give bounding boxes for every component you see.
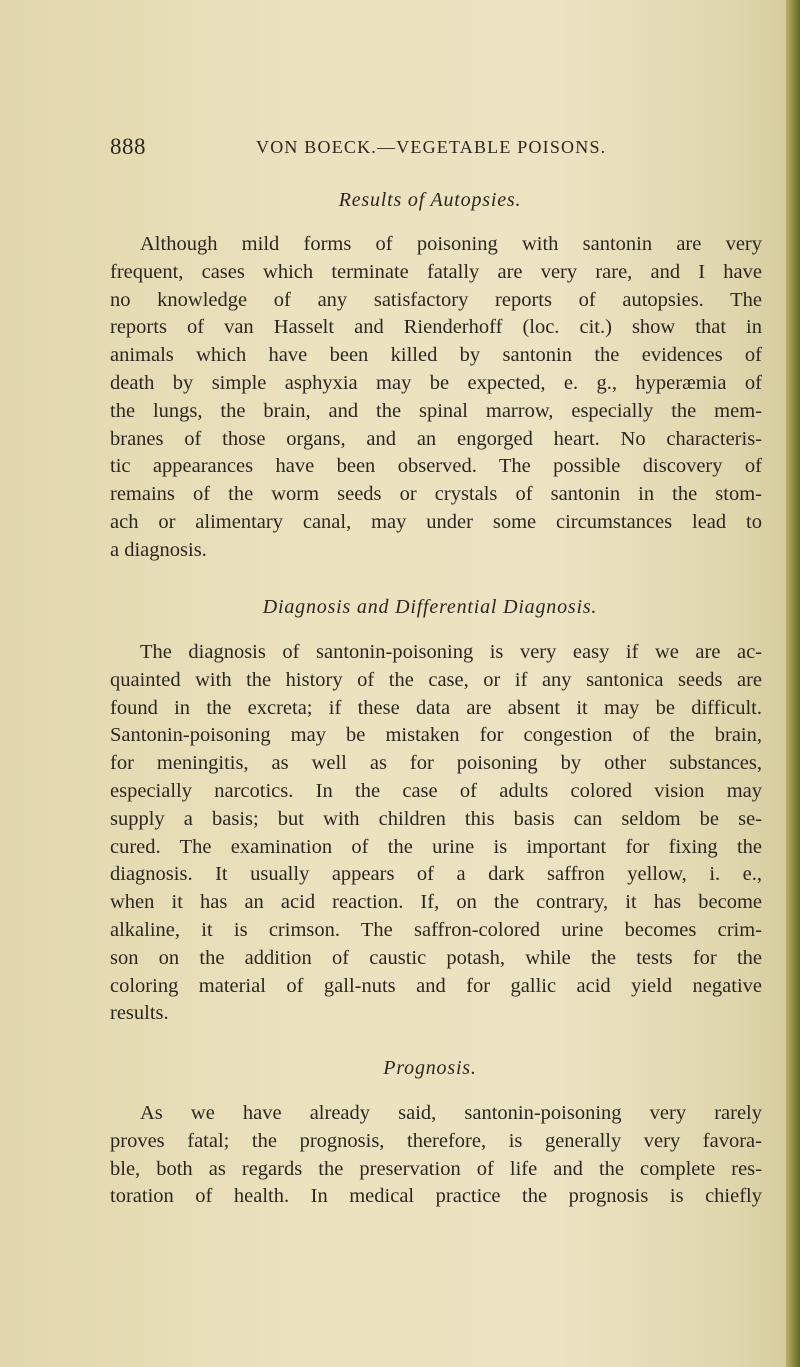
text-line: As we have already said, santonin-poisoning very rarely [140,1102,762,1124]
page-number: 888 [110,134,146,159]
text-line: supply a basis; but with children this basis can seldom be se- [110,807,762,830]
text-line: frequent, cases which terminate fatally are very rare, and I have [110,260,762,283]
text-line: remains of the worm seeds or crystals of santonin in the stom- [110,483,762,506]
text-line: reports of van Hasselt and Rienderhoff (loc. cit.) show that in [110,316,762,339]
text-line: The diagnosis of santonin-poisoning is very easy if we are ac- [140,641,762,663]
text-line: when it has an acid reaction. If, on the contrary, it has become [110,891,762,914]
section-heading-prognosis: Prognosis. [383,1057,477,1079]
page-edge [786,0,800,1367]
text-line: proves fatal; the prognosis, therefore, is generally very favora- [110,1129,762,1152]
paragraph-prognosis [110,1100,762,1211]
text-line: especially narcotics. In the case of adults colored vision may [110,779,762,802]
text-line: found in the excreta; if these data are absent it may be difficult. [110,696,762,719]
text-line: Although mild forms of poisoning with santonin are very [140,233,762,255]
text-line: a diagnosis. [110,538,207,561]
text-line: death by simple asphyxia may be expected, e. g., hyperæmia of [110,371,762,394]
text-line: coloring material of gall-nuts and for gallic acid yield negative [110,974,762,997]
text-line: results. [110,1002,169,1025]
text-line: Santonin-poisoning may be mistaken for congestion of the brain, [110,724,762,747]
text-line: toration of health. In medical practice the prognosis is chiefly [110,1185,762,1208]
text-line: the lungs, the brain, and the spinal marrow, especially the mem- [110,399,762,422]
running-head: VON BOECK.—VEGETABLE POISONS. [256,137,607,157]
text-line: no knowledge of any satisfactory reports of autopsies. The [110,288,762,311]
text-line: cured. The examination of the urine is important for fixing the [110,835,762,858]
text-line: animals which have been killed by santonin the evidences of [110,344,762,367]
text-line: for meningitis, as well as for poisoning by other substances, [110,752,762,775]
section-heading-diagnosis: Diagnosis and Differential Diagnosis. [262,596,598,618]
text-line: tic appearances have been observed. The possible discovery of [110,455,762,478]
paragraph-diagnosis [110,639,762,1028]
section-heading-autopsies: Results of Autopsies. [338,189,522,211]
text-line: branes of those organs, and an engorged heart. No characteris- [110,427,762,450]
text-line: son on the addition of caustic potash, while the tests for the [110,946,762,969]
page-header [110,134,710,162]
text-line: ach or alimentary canal, may under some circumstances lead to [110,510,762,533]
text-line: alkaline, it is crimson. The saffron-colored urine becomes crim- [110,918,762,941]
text-line: quainted with the history of the case, or if any santonica seeds are [110,668,762,691]
text-line: diagnosis. It usually appears of a dark saffron yellow, i. e., [110,863,762,886]
text-line: ble, both as regards the preservation of life and the complete res- [110,1157,762,1180]
paragraph-autopsies [110,231,762,565]
